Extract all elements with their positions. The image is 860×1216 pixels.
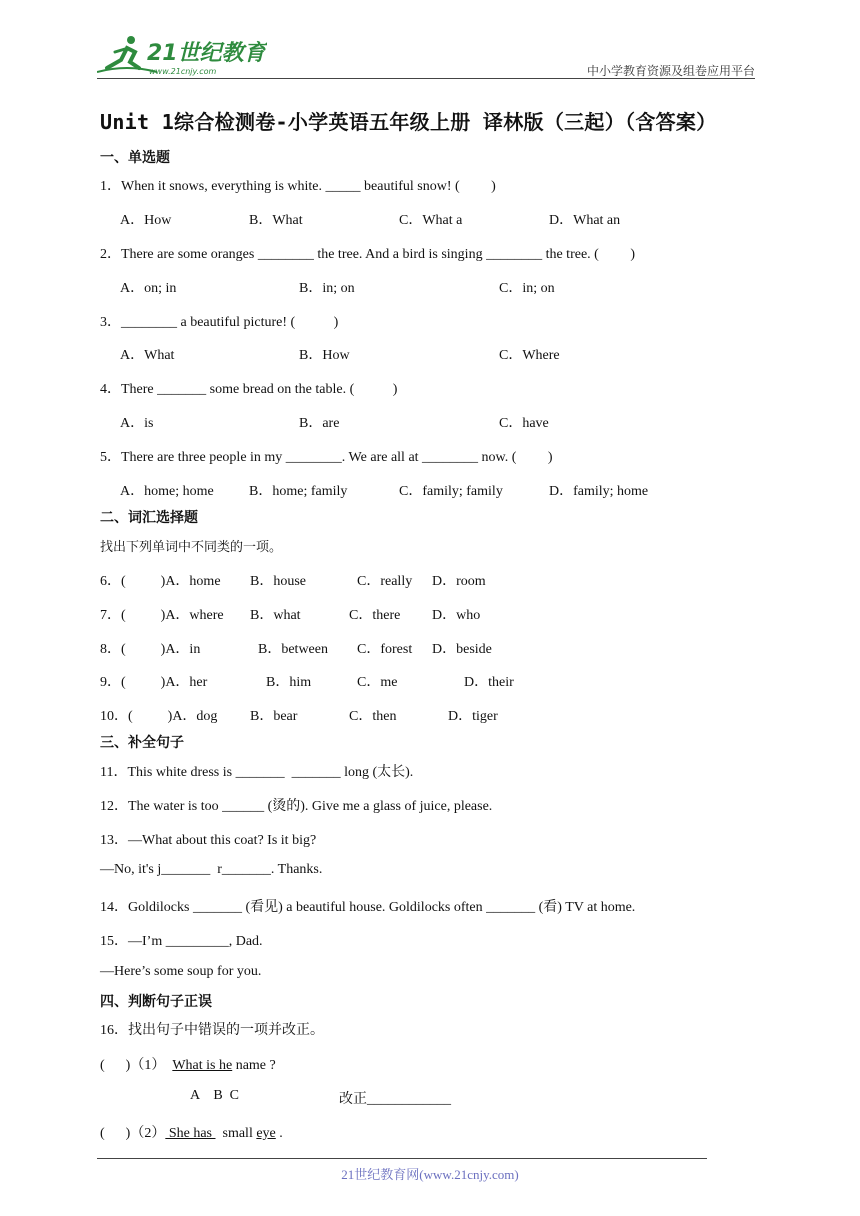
- vocab-instruction: 找出下列单词中不同类的一项。: [100, 540, 283, 555]
- vocab-7-c: C．there: [349, 608, 401, 623]
- question-4: 4．There _______ some bread on the table. ( ): [100, 382, 398, 397]
- vocab-10-b: B．bear: [250, 709, 298, 724]
- vocab-6-d: D．room: [432, 574, 486, 589]
- option-5c: C．family; family: [399, 484, 503, 499]
- option-5a: A．home; home: [120, 484, 214, 499]
- option-2a: A．on; in: [120, 281, 177, 296]
- option-5d: D．family; home: [549, 484, 649, 499]
- question-1: 1．When it snows, everything is white. _____ beautiful snow! ( ): [100, 179, 496, 194]
- option-2b: B．in; on: [299, 281, 355, 296]
- vocab-10-d: D．tiger: [448, 709, 498, 724]
- question-13: 13．—What about this coat? Is it big?: [100, 833, 317, 848]
- header-divider: [97, 78, 755, 79]
- option-4b: B．are: [299, 416, 340, 431]
- question-16-item-2: ( )（2） She has small eye .: [100, 1126, 283, 1141]
- vocab-7-a: 7．( )A．where: [100, 608, 224, 623]
- vocab-6-c: C．really: [357, 574, 413, 589]
- logo: [97, 34, 267, 76]
- logo-text: 21世纪教育: [147, 41, 266, 66]
- vocab-7-d: D．who: [432, 608, 481, 623]
- option-3b: B．How: [299, 348, 350, 363]
- question-2: 2．There are some oranges ________ the tree. And a bird is singing ________ the tree. ( ): [100, 247, 635, 262]
- option-1c: C．What a: [399, 213, 463, 228]
- section-heading-single-choice: 一、单选题: [100, 150, 170, 166]
- vocab-6-a: 6．( )A．home: [100, 574, 221, 589]
- page-header: [97, 30, 755, 78]
- vocab-9-c: C．me: [357, 675, 398, 690]
- question-12: 12．The water is too ______ (烫的). Give me a glass of juice, please.: [100, 799, 493, 814]
- question-16-item-1: ( )（1） What is he name ?: [100, 1058, 276, 1073]
- option-1b: B．What: [249, 213, 303, 228]
- section-heading-vocabulary: 二、词汇选择题: [100, 510, 198, 526]
- option-2c: C．in; on: [499, 281, 555, 296]
- question-5: 5．There are three people in my ________. We are all at ________ now. ( ): [100, 450, 553, 465]
- option-1d: D．What an: [549, 213, 621, 228]
- vocab-9-b: B．him: [266, 675, 312, 690]
- option-4a: A．is: [120, 416, 154, 431]
- vocab-10-c: C．then: [349, 709, 397, 724]
- platform-name: 中小学教育资源及组卷应用平台: [586, 64, 755, 78]
- logo-url: www.21cnjy.com: [149, 67, 217, 76]
- vocab-8-c: C．forest: [357, 642, 413, 657]
- question-16-item-1-correction: 改正____________: [339, 1092, 451, 1107]
- section-heading-judge-sentences: 四、判断句子正误: [100, 994, 212, 1010]
- vocab-10-a: 10．( )A．dog: [100, 709, 218, 724]
- option-3a: A．What: [120, 348, 175, 363]
- question-15-reply: —Here’s some soup for you.: [100, 964, 262, 979]
- question-11: 11．This white dress is _______ _______ long (太长).: [100, 765, 414, 780]
- vocab-9-d: D．their: [464, 675, 514, 690]
- section-heading-complete-sentences: 三、补全句子: [100, 735, 184, 751]
- question-15: 15．—I’m _________, Dad.: [100, 934, 263, 949]
- question-3: 3．________ a beautiful picture! ( ): [100, 315, 339, 330]
- vocab-8-a: 8．( )A．in: [100, 642, 201, 657]
- vocab-8-b: B．between: [258, 642, 328, 657]
- option-5b: B．home; family: [249, 484, 348, 499]
- question-14: 14．Goldilocks _______ (看见) a beautiful house. Goldilocks often _______ (看) TV at home.: [100, 900, 636, 915]
- option-1a: A．How: [120, 213, 172, 228]
- question-16-item-1-letters: A B C: [190, 1088, 240, 1103]
- question-13-reply: —No, it's j_______ r_______. Thanks.: [100, 862, 323, 877]
- vocab-8-d: D．beside: [432, 642, 492, 657]
- option-4c: C．have: [499, 416, 549, 431]
- page-title: Unit 1综合检测卷-小学英语五年级上册 译林版（三起）（含答案）: [100, 110, 717, 134]
- vocab-6-b: B．house: [250, 574, 306, 589]
- question-16: 16．找出句子中错误的一项并改正。: [100, 1023, 324, 1038]
- footer-text: 21世纪教育网(www.21cnjy.com): [341, 1167, 519, 1182]
- option-3c: C．Where: [499, 348, 560, 363]
- vocab-9-a: 9．( )A．her: [100, 675, 208, 690]
- footer-divider: [97, 1158, 707, 1159]
- vocab-7-b: B．what: [250, 608, 301, 623]
